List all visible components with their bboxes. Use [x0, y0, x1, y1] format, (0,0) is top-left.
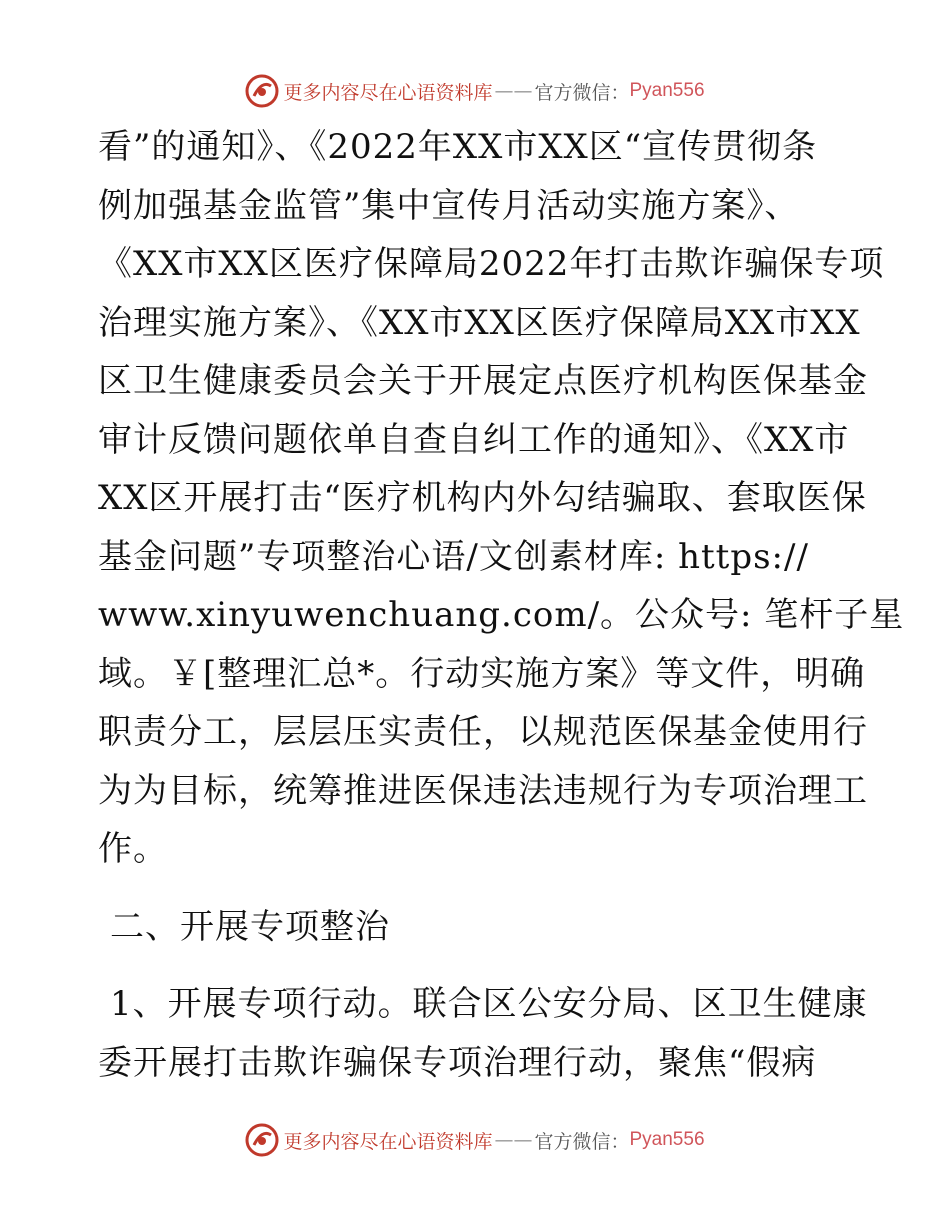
watermark-wechat-id: Pyan556 [629, 1129, 705, 1150]
text-line: 看”的通知》、《2022年XX市XX区“宣传贯彻条 [98, 127, 818, 167]
watermark-header [0, 71, 950, 111]
text-line: 审计反馈问题依单自查自纠工作的通知》、《XX市 [98, 419, 850, 460]
text-line: 为为目标，统筹推进医保违法违规行为专项治理工 [98, 770, 868, 811]
text-line: 委开展打击欺诈骗保专项治理行动，聚焦“假病 [98, 1042, 817, 1083]
watermark-text: 更多内容尽在心语资料库 [283, 1130, 493, 1153]
text-line: 例加强基金监管”集中宣传月活动实施方案》、 [98, 185, 800, 226]
text-line: 职责分工，层层压实责任，以规范医保基金使用行 [98, 712, 868, 752]
text-line: 域。￥[整理汇总*。行动实施方案》等文件，明确 [98, 653, 866, 694]
text-line: 治理实施方案》、《XX市XX区医疗保障局XX市XX [98, 302, 861, 343]
watermark-official-label: 官方微信： [534, 81, 630, 104]
watermark-wechat-id: Pyan556 [629, 80, 705, 101]
watermark-footer [0, 1120, 950, 1160]
watermark-text: 更多内容尽在心语资料库 [283, 81, 493, 104]
watermark-separator: —— [494, 80, 533, 102]
text-line: 《XX市XX区医疗保障局2022年打击欺诈骗保专项 [98, 244, 885, 284]
text-line: XX区开展打击“医疗机构内外勾结骗取、套取医保 [98, 478, 867, 518]
text-line: www.xinyuwenchuang.com/。公众号: 笔杆子星 [98, 595, 905, 635]
text-line: 1、开展专项行动。联合区公安分局、区卫生健康 [110, 984, 868, 1024]
text-line: 区卫生健康委员会关于开展定点医疗机构医保基金 [98, 361, 868, 401]
section-heading: 二、开展专项整治 [110, 906, 390, 947]
brand-logo-icon [245, 74, 279, 108]
brand-logo-icon [245, 1123, 279, 1157]
watermark-official-label: 官方微信： [534, 1130, 630, 1153]
document-body [98, 118, 905, 1092]
text-line: 作。 [98, 829, 168, 869]
watermark-separator: —— [494, 1129, 533, 1151]
text-line: 基金问题”专项整治心语/文创素材库: https:// [98, 536, 809, 577]
body-paragraph-1 [98, 118, 905, 879]
body-paragraph-2 [98, 975, 868, 1092]
